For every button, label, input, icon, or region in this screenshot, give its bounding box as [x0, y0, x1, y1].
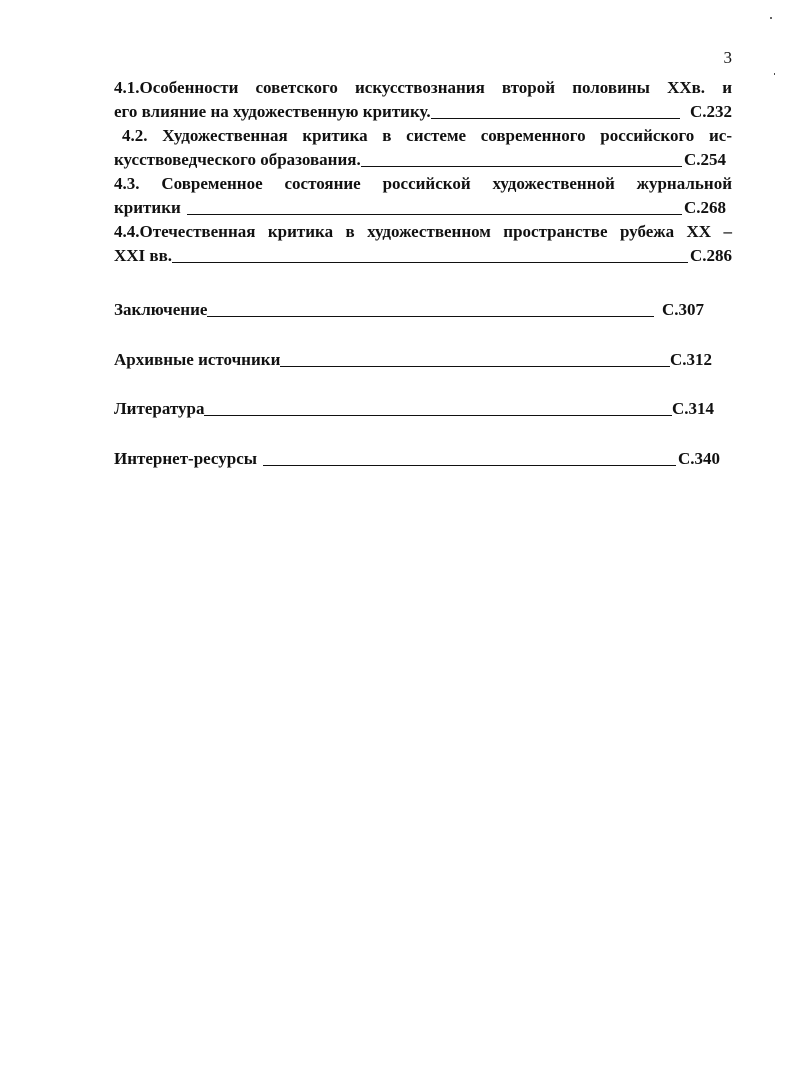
page-number: 3 [723, 48, 732, 67]
toc-entry-text: Заключение [114, 300, 208, 319]
toc-entry-text: кусствоведческого образования. [114, 150, 361, 169]
toc-page-ref: С.254 [683, 150, 726, 169]
toc-entry-4-4[interactable] [114, 220, 732, 268]
scan-speck [774, 73, 775, 75]
toc-entry-text: Литература [114, 399, 205, 418]
toc-page-ref: С.314 [671, 399, 714, 418]
toc-leader-line [431, 117, 680, 119]
toc-page-ref: С.312 [669, 350, 712, 369]
table-of-contents [114, 76, 732, 268]
toc-entry-text: 4.2. Художественная критика в системе современного российского ис- [122, 126, 732, 145]
toc-entry-text: Интернет-ресурсы [114, 449, 258, 468]
toc-entry-last-line [114, 100, 732, 124]
toc-entry-text: 4.3. Современное состояние российской художественной журнальной [114, 174, 732, 193]
toc-leader-line [172, 261, 688, 263]
toc-page-ref: С.307 [661, 300, 704, 319]
toc-entry-last-line [114, 244, 732, 268]
toc-entry-text: 4.4.Отечественная критика в художественном пространстве рубежа XX – [114, 222, 732, 241]
toc-leader-line [263, 464, 676, 466]
toc-entry-text: критики [114, 198, 181, 217]
toc-page-ref: С.286 [689, 246, 732, 265]
toc-entry-4-3[interactable] [114, 172, 732, 220]
toc-entry-internet[interactable] [114, 447, 720, 471]
toc-page-ref: С.232 [689, 102, 732, 121]
toc-entry-text: XXI вв. [114, 246, 173, 265]
toc-leader-line [187, 213, 682, 215]
toc-entry-archives[interactable] [114, 348, 712, 372]
toc-page-ref: С.268 [683, 198, 726, 217]
toc-leader-line [207, 315, 654, 317]
toc-leader-line [204, 414, 672, 416]
toc-entry-text: Архивные источники [114, 350, 281, 369]
toc-leader-line [361, 165, 682, 167]
toc-page-ref: С.340 [677, 449, 720, 468]
toc-entry-conclusion[interactable] [114, 298, 704, 322]
toc-entry-text: 4.1.Особенности советского искусствознания второй половины XXв. и [114, 78, 732, 97]
toc-leader-line [280, 365, 670, 367]
scan-speck [770, 17, 772, 19]
toc-entry-last-line [114, 148, 732, 172]
toc-entry-text: его влияние на художественную критику. [114, 102, 431, 121]
toc-entry-4-2[interactable] [114, 124, 732, 172]
toc-entry-literature[interactable] [114, 397, 714, 421]
toc-entry-4-1[interactable] [114, 76, 732, 124]
toc-entry-last-line [114, 196, 732, 220]
